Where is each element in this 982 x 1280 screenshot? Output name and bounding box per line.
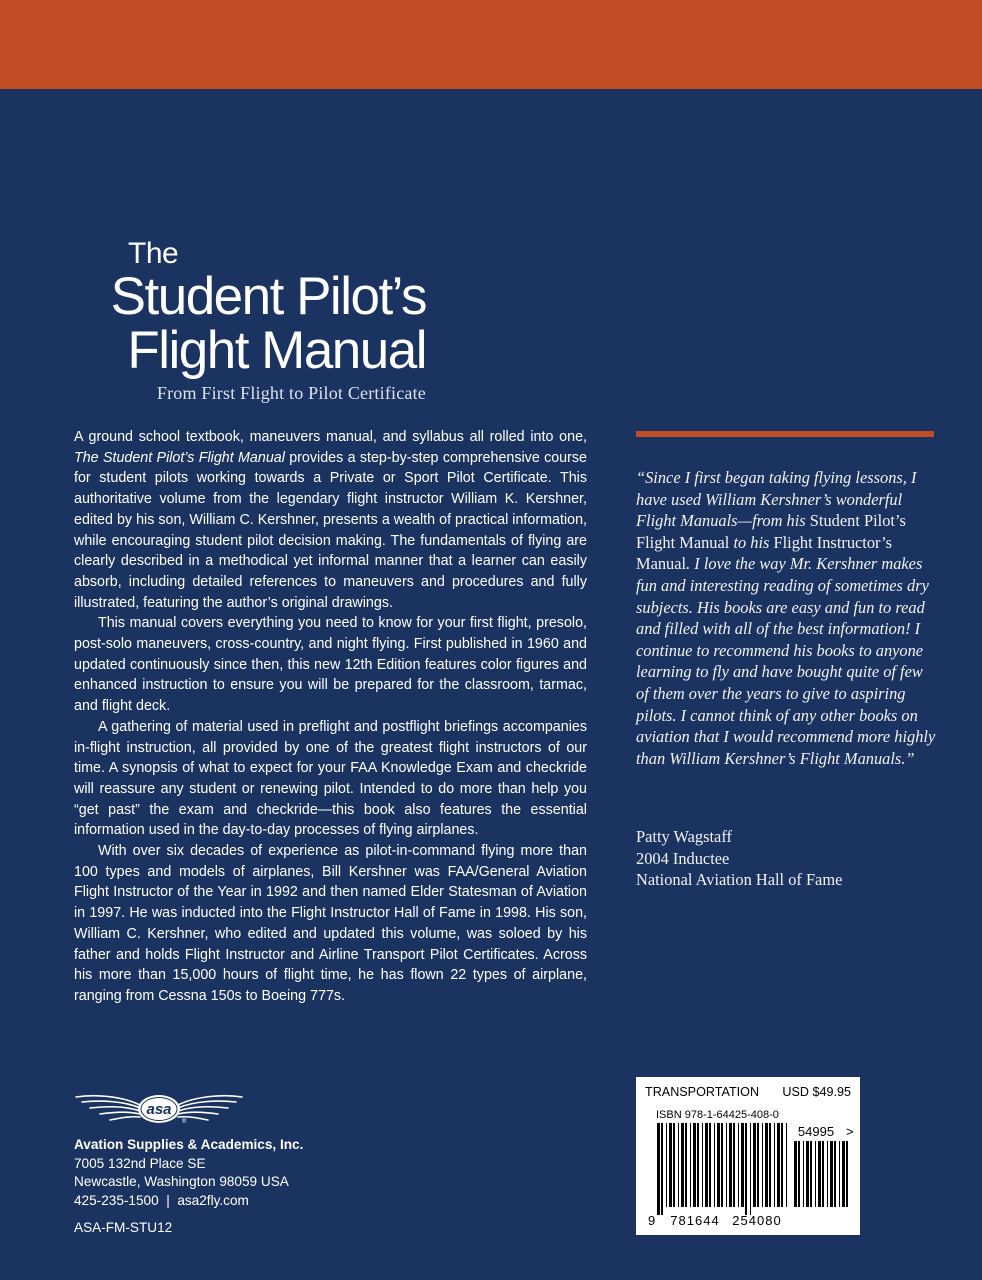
description-paragraph-1 (74, 427, 587, 613)
product-code: ASA-FM-STU12 (74, 1220, 173, 1235)
barcode-bar (750, 1123, 751, 1215)
title-line-1: Student Pilot’s (110, 267, 426, 326)
quote-title-2: Student Pilot’s Flight Manual (636, 511, 906, 552)
barcode-bar (717, 1123, 720, 1207)
svg-text:®: ® (182, 1119, 187, 1125)
barcode-bar (762, 1123, 763, 1207)
ean-left-digits: 781644 (670, 1213, 720, 1228)
publisher-phone: 425-235-1500 (74, 1192, 159, 1208)
barcode-bar (810, 1141, 812, 1207)
book-category: TRANSPORTATION (645, 1085, 760, 1099)
barcode-box (636, 1077, 860, 1235)
barcode-bar (702, 1123, 703, 1207)
book-price: USD $49.95 (782, 1085, 851, 1099)
barcode-bar (769, 1123, 771, 1207)
quote-author: Patty Wagstaff (636, 827, 732, 846)
barcode-bar (827, 1141, 828, 1207)
p1-rest: provides a step-by-step comprehensive course for student pilots working towards a Private or Sport Pilot Certificate. This authoritative volume from the legendary flight instructor William K. Kershner, edited by his son, William C. Kershner, presents a wealth of practical information, while encouraging student pilot decision making. The fundamentals of flying are clearly described in a methodical yet informal manner that a learner can easily absorb, including detailed references to maneuvers and procedures and fully illustrated, featuring the author’s original drawings. (74, 449, 587, 611)
quote-author-org: National Aviation Hall of Fame (636, 870, 843, 890)
barcode-bar (726, 1123, 727, 1207)
publisher-address-1: 7005 132nd Place SE (74, 1155, 206, 1171)
barcode-bar (714, 1123, 715, 1207)
barcode-bar (806, 1141, 809, 1207)
isbn-label: ISBN 978-1-64425-408-0 (656, 1109, 779, 1121)
barcode-bar (822, 1141, 824, 1207)
publisher-address-2: Newcastle, Washington 98059 USA (74, 1174, 289, 1190)
publisher-name: Avation Supplies & Academics, Inc. (74, 1137, 304, 1152)
contact-separator: | (166, 1192, 170, 1208)
barcode-bar (678, 1123, 679, 1207)
quote-part-1: “Since I first began taking flying lessons, I have used William Kershner’s wonderful (636, 468, 917, 509)
barcode-bar (753, 1123, 756, 1207)
quote-divider (636, 431, 934, 437)
barcode-bar (705, 1123, 708, 1207)
barcode-bar (669, 1123, 672, 1207)
barcode-bar (741, 1123, 744, 1207)
quote-part-4: . I love the way Mr. Kershner makes fun and interesting reading of sometimes dry subjects. His books are easy and fun to read and filled with all of the best information! I continue to recommend his books to anyone learning to fly and have bought quite of few of them over the years to give to aspiring pilots. I cannot think of any other books on aviation that I would recommend more highly than William Kershner’s Flight Manuals.” (636, 554, 936, 768)
barcode-bar (681, 1123, 684, 1207)
publisher-contact (74, 1192, 434, 1211)
price-barcode-bars (794, 1141, 848, 1207)
publisher-website: asa2fly.com (177, 1192, 249, 1208)
barcode-bar (786, 1123, 787, 1207)
description-paragraph-4: With over six decades of experience as pilot-in-command flying more than 100 types and models of airplanes, Bill Kershner was FAA/General Aviation Flight Instructor of the Year in 1992 and then named Elder Statesman of Aviation in 1997. He was inducted into the Flight Instructor Hall of Fame in 1998. His son, William C. Kershner, who edited and updated this volume, was soloed by his father and holds Flight Instructor and Airline Transport Pilot Certificates. Across his more than 15,000 hours of flight time, he has flown 22 types of airplane, ranging from Cessna 150s to Boeing 777s. (74, 843, 587, 1004)
barcode-graphic (636, 1077, 860, 1235)
description-paragraph-2: This manual covers everything you need to know for your first flight, presolo, post-solo maneuvers, cross-country, and night flying. First published in 1960 and updated continuously since then, this new 12th Edition features color figures and enhanced instruction to ensure you will be prepared for the classroom, tarmac, and flight deck. (74, 615, 587, 715)
barcode-bar (815, 1141, 816, 1207)
barcode-bar (846, 1141, 848, 1207)
barcode-bar (781, 1123, 783, 1207)
barcode-bar (834, 1141, 836, 1207)
price-code-arrow: > (846, 1124, 854, 1139)
ean-barcode-bars (657, 1123, 787, 1215)
title-line-2: Flight Manual (127, 321, 426, 380)
book-subtitle: From First Flight to Pilot Certificate (156, 383, 426, 403)
barcode-bar (673, 1123, 675, 1207)
barcode-bar (745, 1123, 747, 1215)
barcode-bar (690, 1123, 691, 1207)
ean-right-digits: 254080 (732, 1213, 782, 1228)
barcode-bar (733, 1123, 735, 1207)
quote-part-2: —from his (737, 511, 810, 531)
logo-text: asa (146, 1101, 172, 1118)
barcode-bar (839, 1141, 840, 1207)
description-paragraph-3: A gathering of material used in preflight and postflight briefings accompanies in-flight instruction, all provided by one of the greatest flight instructors of our time. A synopsis of what to expect for your FAA Knowledge Exam and checkride will reassure any student or renewing pilot. Intended to do more than help you “get past” the exam and checkride—this book also features the essential information used in the day-to-day processes of flying airplanes. (74, 718, 587, 839)
barcode-bar (657, 1123, 660, 1215)
publisher-info (74, 1136, 434, 1210)
barcode-bar (757, 1123, 759, 1207)
barcode-bar (803, 1141, 804, 1207)
asa-wings-logo-icon (74, 1088, 244, 1130)
p1-start: A ground school textbook, maneuvers manual, and syllabus all rolled into one, (74, 429, 587, 445)
barcode-bar (697, 1123, 699, 1207)
quote-part-3: to his (729, 532, 774, 552)
barcode-bar (765, 1123, 768, 1207)
barcode-bar (818, 1141, 821, 1207)
barcode-bar (794, 1141, 797, 1207)
barcode-bar (830, 1141, 833, 1207)
quote-title-3: Flight Instructor’s Manual (636, 532, 893, 574)
barcode-bar (721, 1123, 723, 1207)
barcode-bar (666, 1123, 667, 1207)
barcode-bar (777, 1123, 780, 1207)
price-code: 54995 (797, 1124, 835, 1139)
book-title (60, 238, 426, 404)
ean-first-digit: 9 (648, 1213, 656, 1228)
quote-attribution (636, 826, 936, 891)
barcode-bar (685, 1123, 687, 1207)
barcode-bar (738, 1123, 739, 1207)
barcode-bar (729, 1123, 732, 1207)
barcode-bar (774, 1123, 775, 1207)
barcode-bar (842, 1141, 845, 1207)
top-color-band (0, 0, 982, 89)
barcode-bar (709, 1123, 711, 1207)
barcode-bar (798, 1141, 800, 1207)
testimonial-quote (636, 467, 936, 769)
quote-title-1: Flight Manuals (636, 511, 738, 531)
title-the: The (128, 237, 179, 270)
quote-author-title: 2004 Inductee (636, 848, 730, 868)
barcode-bar (693, 1123, 696, 1207)
barcode-bar (661, 1123, 663, 1215)
p1-book-title: The Student Pilot’s Flight Manual (74, 449, 285, 466)
description-text (74, 427, 587, 1007)
